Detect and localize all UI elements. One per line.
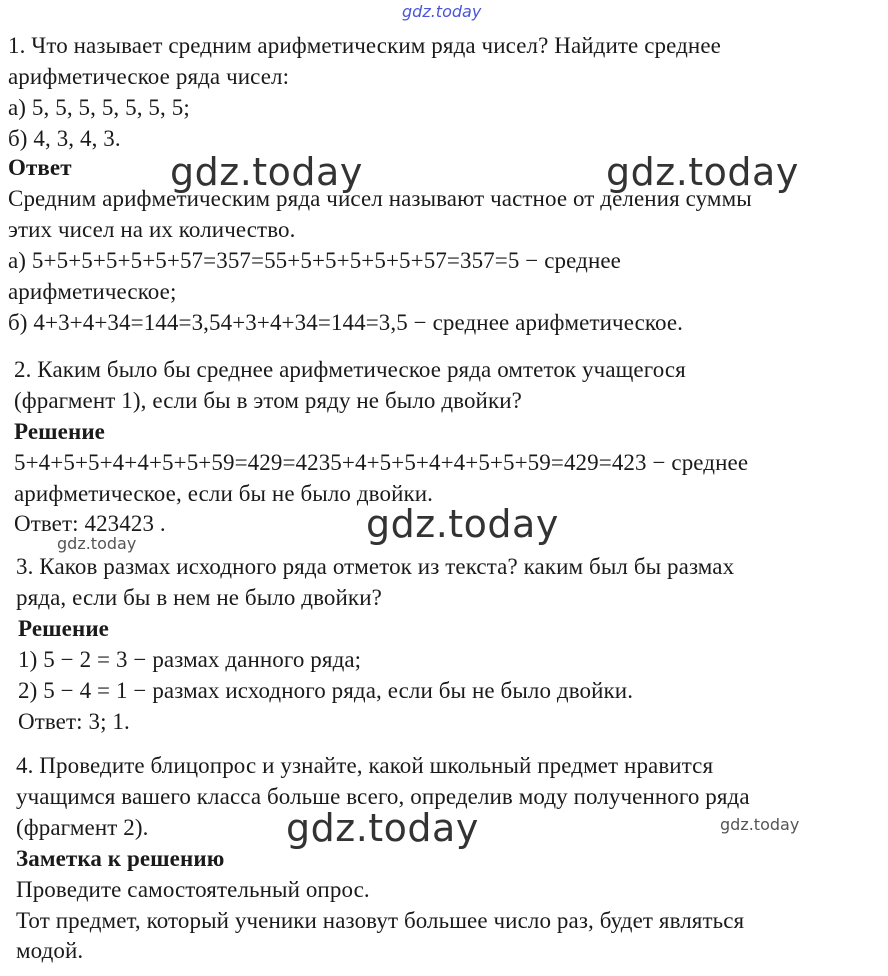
watermark-small: gdz.today: [720, 815, 800, 834]
task1-answer-a: а) 5+5+5+5+5+5+57=357=55+5+5+5+5+5+57=357=5 − среднее: [8, 248, 621, 273]
note-heading: Заметка к решению: [16, 846, 225, 871]
task1-answer: этих чисел на их количество.: [8, 217, 296, 242]
answer-heading: Ответ: [8, 155, 72, 180]
task1-answer-a: арифметическое;: [8, 279, 177, 304]
task4-question: (фрагмент 2).: [16, 815, 149, 840]
task2-solution: 5+4+5+5+4+4+5+5+59=429=4235+4+5+5+4+4+5+5+59=429=423 − среднее: [14, 450, 749, 475]
task1-answer-b: б) 4+3+4+34=144=3,54+3+4+34=144=3,5 − среднее арифметическое.: [8, 310, 684, 335]
watermark-top: gdz.today: [402, 2, 482, 21]
task4-question: учащимся вашего класса больше всего, определив моду полученного ряда: [16, 784, 750, 809]
task3-answer: Ответ: 3; 1.: [18, 709, 130, 734]
task1-question: арифметическое ряда чисел:: [8, 64, 290, 89]
task4-note: Проведите самостоятельный опрос.: [16, 877, 370, 902]
task2-solution: арифметическое, если бы не было двойки.: [14, 481, 434, 506]
watermark: gdz.today: [170, 150, 363, 194]
task1-question: 1. Что называет средним арифметическим ряда чисел? Найдите среднее: [8, 33, 721, 58]
task2-answer: Ответ: 423423 .: [14, 511, 166, 536]
task4-note: модой.: [16, 938, 84, 963]
task1-item-a: а) 5, 5, 5, 5, 5, 5, 5;: [8, 95, 190, 120]
task3-question: ряда, если бы в нем не было двойки?: [16, 585, 382, 610]
solution-heading: Решение: [18, 616, 109, 641]
task3-question: 3. Каков размах исходного ряда отметок из текста? каким был бы размах: [16, 554, 735, 579]
solution-heading: Решение: [14, 419, 105, 444]
watermark-small: gdz.today: [57, 534, 137, 553]
task3-step: 1) 5 − 2 = 3 − размах данного ряда;: [18, 647, 362, 672]
task2-question: 2. Каким было бы среднее арифметическое ряда омтеток учащегося: [14, 357, 686, 382]
watermark: gdz.today: [606, 150, 799, 194]
task1-item-b: б) 4, 3, 4, 3.: [8, 126, 121, 151]
task4-question: 4. Проведите блицопрос и узнайте, какой школьный предмет нравится: [16, 753, 714, 778]
task4-note: Тот предмет, который ученики назовут большее число раз, будет являться: [16, 908, 745, 933]
task3-step: 2) 5 − 4 = 1 − размах исходного ряда, если бы не было двойки.: [18, 678, 634, 703]
watermark: gdz.today: [366, 502, 559, 546]
task2-question: (фрагмент 1), если бы в этом ряду не было двойки?: [14, 388, 522, 413]
task1-answer: Средним арифметическим ряда чисел называют частное от деления суммы: [8, 186, 752, 211]
watermark: gdz.today: [286, 806, 479, 850]
